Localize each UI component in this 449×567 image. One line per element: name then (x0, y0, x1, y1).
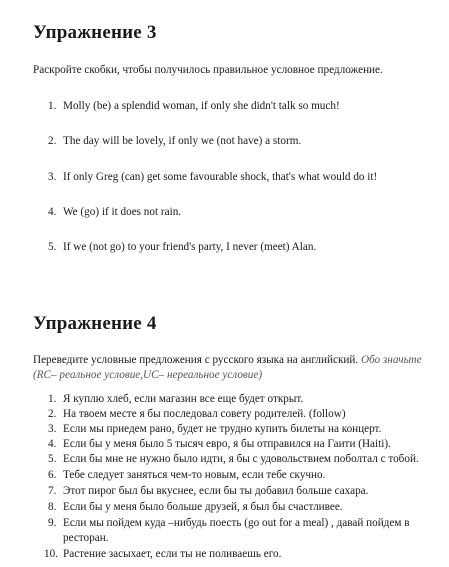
item-text: Molly (be) a splendid woman, if only she didn't talk so much! (63, 100, 340, 112)
item-text: Если бы у меня было больше друзей, я был бы счастливее. (63, 501, 343, 513)
item-text: Если бы мне не нужно было идти, я бы с удовольствием поболтал с тобой. (63, 453, 419, 465)
item-number: 9. (48, 517, 57, 529)
item-text: На твоем месте я бы последовал совету родителей. (follow) (63, 408, 346, 420)
exercise-4-note: Обо значьте (RC– реальное условие,UC– нереальное условие) (33, 354, 422, 381)
item-number: 3. (48, 423, 57, 435)
item-text: Если мы приедем рано, будет не трудно купить билеты на концерт. (63, 423, 382, 435)
exercise-4-item (48, 392, 303, 407)
exercise-3-item (48, 99, 340, 114)
exercise-3-item (48, 205, 181, 220)
exercise-4-instruction (33, 353, 443, 383)
item-number: 6. (48, 469, 57, 481)
exercise-4-item (48, 468, 325, 483)
item-number: 2. (48, 408, 57, 420)
item-number: 4. (48, 206, 57, 218)
exercise-4-instruction-text: Переведите условные предложения с русского языка на английский. (33, 354, 359, 366)
item-text: Тебе следует заняться чем-то новым, если тебе скучно. (63, 469, 326, 481)
item-text: If only Greg (can) get some favourable shock, that's what would do it! (63, 171, 378, 183)
item-number: 3. (48, 171, 57, 183)
item-number: 10. (44, 548, 58, 560)
exercise-4-item (48, 422, 381, 437)
item-text: Если бы у меня было 5 тысяч евро, я бы отправился на Гаити (Haiti). (63, 438, 391, 450)
item-number: 8. (48, 501, 57, 513)
item-text: Если мы пойдем куда –нибудь поесть (go out for a meal) , давай пойдем в (63, 517, 410, 529)
exercise-4-item (48, 484, 368, 499)
exercise-4-title: Упражнение 4 (33, 313, 157, 334)
item-text-continuation: ресторан. (63, 532, 109, 544)
item-text: If we (not go) to your friend's party, I never (meet) Alan. (63, 241, 317, 253)
exercise-3-item (48, 170, 377, 185)
exercise-4-item (48, 452, 419, 467)
item-text: Этот пирог был бы вкуснее, если бы ты добавил больше сахара. (63, 485, 369, 497)
item-number: 5. (48, 453, 57, 465)
item-number: 1. (48, 393, 57, 405)
item-text: Я куплю хлеб, если магазин все еще будет открыт. (63, 393, 304, 405)
exercise-4-item (48, 516, 410, 546)
item-number: 7. (48, 485, 57, 497)
exercise-3-instruction: Раскройте скобки, чтобы получилось правильное условное предложение. (33, 64, 383, 76)
item-number: 4. (48, 438, 57, 450)
exercise-4-item (48, 437, 391, 452)
exercise-3-title: Упражнение 3 (33, 22, 157, 43)
item-text: Растение засыхает, если ты не поливаешь его. (63, 548, 282, 560)
exercise-4-item (48, 407, 346, 422)
item-number: 2. (48, 135, 57, 147)
item-number: 5. (48, 241, 57, 253)
item-number: 1. (48, 100, 57, 112)
item-text: The day will be lovely, if only we (not have) a storm. (63, 135, 302, 147)
exercise-4-item (48, 500, 343, 515)
exercise-3-item (48, 134, 301, 149)
item-text: We (go) if it does not rain. (63, 206, 182, 218)
exercise-4-item (44, 547, 281, 562)
exercise-3-item (48, 240, 316, 255)
